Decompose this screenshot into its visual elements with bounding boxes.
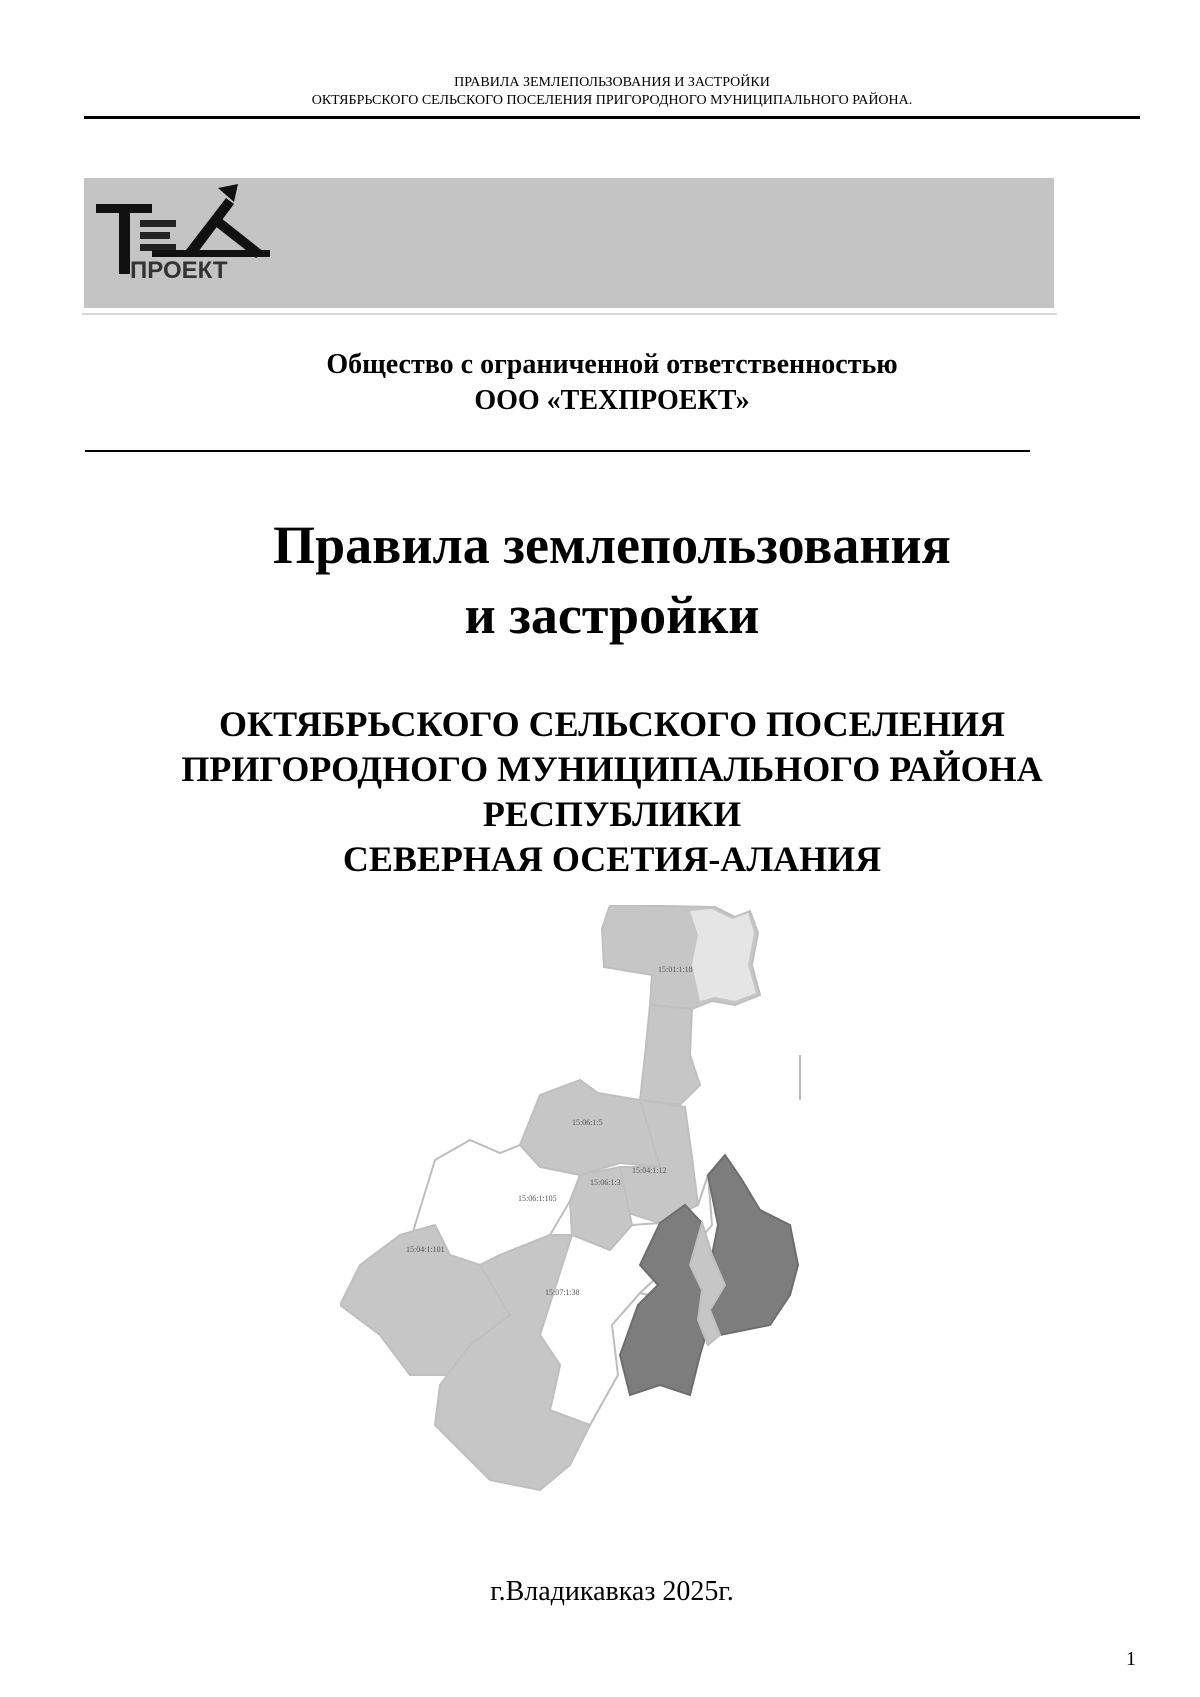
organization-name: ООО «ТЕХПРОЕКТ»: [474, 385, 750, 416]
header-rule: [84, 116, 1140, 119]
settlement-title-line-1: ОКТЯБРЬСКОГО СЕЛЬСКОГО ПОСЕЛЕНИЯ: [219, 704, 1005, 744]
organization-rule: [85, 450, 1030, 452]
map-zone-label: 15:06:1:3: [590, 1178, 621, 1187]
map-zone-dark-east: [708, 1155, 798, 1335]
map-zone-label: 15:06:1:105: [518, 1194, 557, 1203]
settlement-title-line-3: РЕСПУБЛИКИ: [482, 794, 742, 834]
logo-banner-edge: [82, 313, 1057, 315]
map-zone-label: 15:07:1:38: [545, 1288, 580, 1297]
texproekt-logo-icon: [88, 180, 288, 298]
settlement-title: [84, 702, 1140, 882]
running-header-line-2: ОКТЯБРЬСКОГО СЕЛЬСКОГО ПОСЕЛЕНИЯ ПРИГОРОДНОГО МУНИЦИПАЛЬНОГО РАЙОНА.: [311, 93, 913, 108]
map-zone-label: 15:01:1:18: [658, 965, 693, 974]
settlement-map-image: [340, 905, 900, 1495]
running-header-line-1: ПРАВИЛА ЗЕМЛЕПОЛЬЗОВАНИЯ И ЗАСТРОЙКИ: [454, 75, 770, 90]
document-title-line-2: и застройки: [464, 585, 760, 645]
settlement-title-line-4: СЕВЕРНАЯ ОСЕТИЯ-АЛАНИЯ: [342, 839, 882, 879]
settlement-map: [340, 905, 900, 1495]
running-header: [84, 74, 1140, 110]
organization-type: Общество с ограниченной ответственностью: [326, 349, 898, 380]
map-zone-label: 15:06:1:5: [572, 1118, 603, 1127]
map-zone-label: 15:04:1:12: [632, 1166, 667, 1175]
map-zone-north-edge: [690, 909, 756, 1001]
document-title: [84, 510, 1140, 650]
texproekt-logo: [88, 180, 288, 298]
map-zone-label: 15:04:1:101: [406, 1245, 445, 1254]
place-and-year: г.Владикавказ 2025г.: [490, 1576, 734, 1607]
map-zone-corridor: [640, 1005, 700, 1105]
page-number: 1: [1126, 1648, 1136, 1670]
document-title-line-1: Правила землепользования: [273, 515, 951, 575]
organization-block: [84, 347, 1140, 419]
settlement-title-line-2: ПРИГОРОДНОГО МУНИЦИПАЛЬНОГО РАЙОНА: [181, 749, 1043, 789]
logo-text: ПРОЕКТ: [130, 257, 228, 284]
